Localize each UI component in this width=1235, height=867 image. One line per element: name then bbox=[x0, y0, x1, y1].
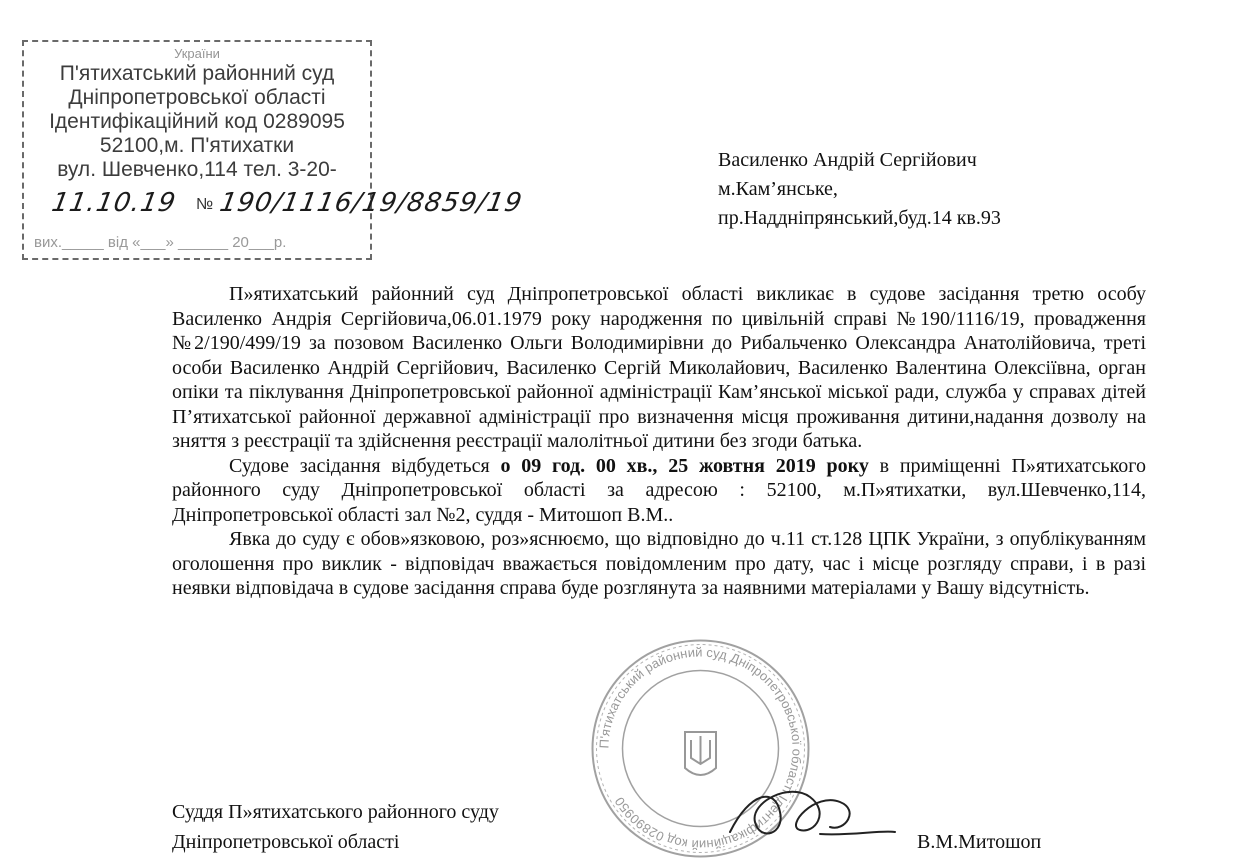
court-stamp bbox=[22, 40, 525, 260]
stamp-line-city: 52100,м. П'ятихатки bbox=[99, 134, 295, 157]
stamp-bottom-line: вих._____ від «___» ______ 20___р. bbox=[34, 234, 287, 251]
addressee-address: пр.Наддніпрянський,буд.14 кв.93 bbox=[718, 207, 1001, 229]
stamp-line-code: Ідентифікаційний код 0289095 bbox=[49, 110, 345, 133]
hearing-location: в приміщенні П»ятихатського районного суду Дніпропетровської області за адресою : 52100, м.П»ятихатки, вул.Шевченко,114, Дніпропетровської області зал №2, суддя - Митошоп В.М.. bbox=[172, 454, 1147, 526]
signature-block bbox=[172, 797, 1072, 857]
seal-ring-text: П'ятихатський районний суд Дніпропетровської області Ідентифікаційний код 02890950 bbox=[596, 644, 805, 853]
stamp-line-street: вул. Шевченко,114 тел. 3-20- bbox=[57, 158, 337, 181]
stamp-handwritten-number: 190/1116/19/8859/19 bbox=[217, 188, 525, 218]
addressee-city: м.Кам’янське, bbox=[718, 178, 838, 200]
addressee-name: Василенко Андрій Сергійович bbox=[718, 149, 977, 171]
stamp-line-country: України bbox=[174, 46, 220, 61]
judge-name: В.М.Митошоп bbox=[917, 831, 1042, 853]
signature-title-line-2: Дніпропетровської області В.М.Митошоп bbox=[172, 827, 1072, 857]
stamp-number-label: № bbox=[196, 196, 214, 213]
summons-paragraph-3: Явка до суду є обов»язковою, роз»яснюємо, що відповідно до ч.11 ст.128 ЦПК України, з опублікуванням оголошення про виклик - відповідач вважається повідомленим про дату, час і місце розгляду справи, і в разі неявки відповідача в судове засідання справа буде розглянута за наявними матеріалами у Вашу відсутність. bbox=[172, 528, 1146, 599]
hearing-datetime: о 09 год. 00 хв., 25 жовтня 2019 року bbox=[500, 454, 869, 477]
hearing-intro: Судове засідання відбудеться bbox=[229, 454, 501, 477]
summons-body bbox=[172, 282, 1146, 601]
trident-emblem-icon bbox=[685, 732, 716, 775]
summons-paragraph-1: П»ятихатський районний суд Дніпропетровської області викликає в судове засідання третю особу Василенко Андрія Сергійовича,06.01.1979 року народження по цивільній справі №190/1116/19, провадження №2/190/499/19 за позовом Василенко Ольги Володимирівни до Рибальченко Олександра Анатолійовича, треті особи Василенко Андрій Сергійович, Василенко Сергій Миколайович, Василенко Валентина Олексіївна, орган опіки та піклування Дніпропетровської районної адміністрації Кам’янської міської ради, служба у справах дітей П’ятихатської районної державної адміністрації про визначення місця проживання дитини,надання дозволу на зняття з реєстрації та здійснення реєстрації малолітньої дитини без згоди батька. bbox=[172, 283, 1146, 452]
summons-paragraph-2 bbox=[172, 454, 1146, 528]
stamp-line-court: П'ятихатський районний суд bbox=[59, 62, 335, 85]
signature-title-line-1: Суддя П»ятихатського районного суду bbox=[172, 801, 499, 823]
stamp-line-region: Дніпропетровської області bbox=[68, 86, 326, 109]
stamp-handwritten-date: 11.10.19 bbox=[49, 188, 179, 218]
addressee-block bbox=[718, 146, 1001, 233]
